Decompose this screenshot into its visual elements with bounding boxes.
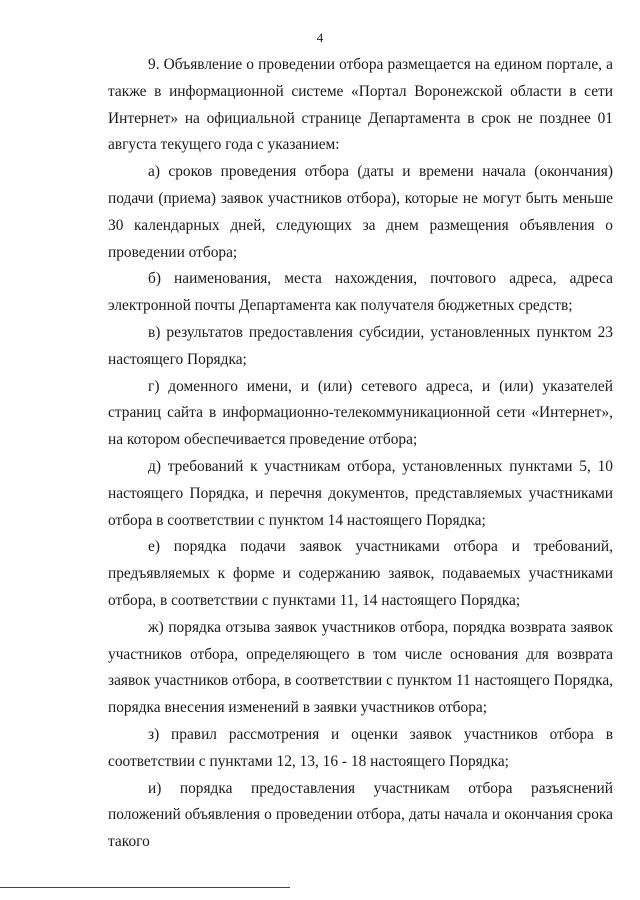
footer-rule [0,887,290,888]
paragraph-b: б) наименования, места нахождения, почтового адреса, адреса электронной почты Департамента как получателя бюджетных средств; [108,270,613,315]
paragraph-d: д) требований к участникам отбора, установленных пунктами 5, 10 настоящего Порядка, и перечня документов, представляемых участниками отбора в соответствии с пунктом 14 настоящего Порядка; [108,457,613,529]
document-body [108,52,613,856]
paragraph-v: в) результатов предоставления субсидии, установленных пунктом 23 настоящего Порядка; [108,323,613,368]
paragraph-zh: ж) порядка отзыва заявок участников отбора, порядка возврата заявок участников отбора, определяющего в том числе основания для возврата заявок участников отбора, в соответствии с пунктом 11 настоящего Порядка, порядка внесения изменений в заявки участников отбора; [108,618,613,717]
paragraph-i: и) порядка предоставления участникам отбора разъяснений положений объявления о проведении отбора, даты начала и окончания срока такого [108,779,613,851]
paragraph-a: а) сроков проведения отбора (даты и времени начала (окончания) подачи (приема) заявок участников отбора), которые не могут быть меньше 30 календарных дней, следующих за днем размещения объявления о проведении отбора; [108,163,613,261]
paragraph-z: з) правил рассмотрения и оценки заявок участников отбора в соответствии с пунктами 12, 13, 16 - 18 настоящего Порядка; [108,725,613,770]
paragraph-9: 9. Объявление о проведении отбора размещается на едином портале, а также в информационной системе «Портал Воронежской области в сети Интернет» на официальной странице Департамента в срок не позднее 01 августа текущего года с указанием: [108,56,613,154]
paragraph-g: г) доменного имени, и (или) сетевого адреса, и (или) указателей страниц сайта в информационно-телекоммуникационной сети «Интернет», на котором обеспечивается проведение отбора; [108,377,613,449]
page-number: 4 [316,30,324,45]
paragraph-e: е) порядка подачи заявок участниками отбора и требований, предъявляемых к форме и содержанию заявок, подаваемых участниками отбора, в соответствии с пунктами 11, 14 настоящего Порядка; [108,538,613,609]
